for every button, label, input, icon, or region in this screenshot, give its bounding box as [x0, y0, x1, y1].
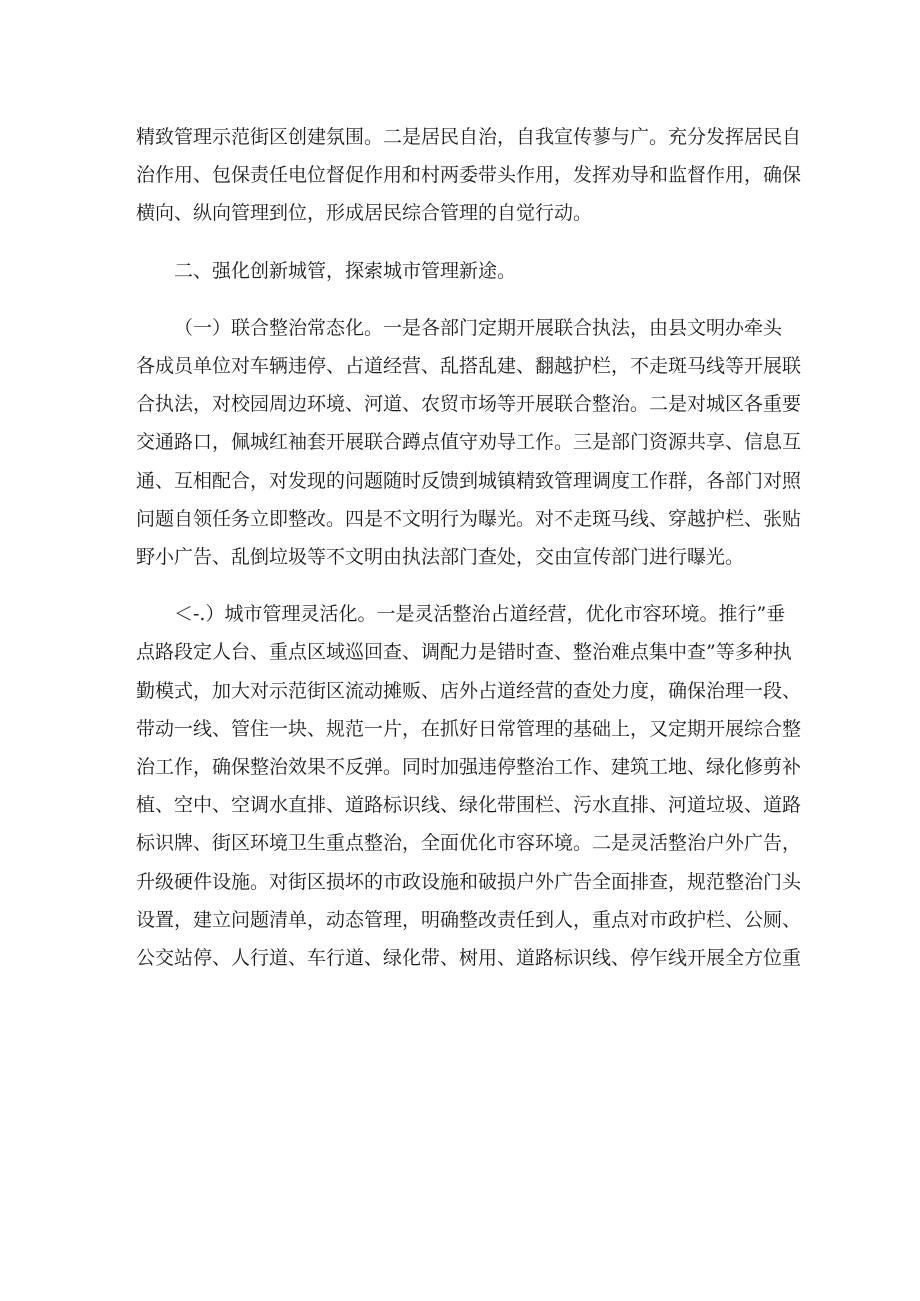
- text-line: 带动一线、管住一块、规范一片，在抓好日常管理的基础上，又定期开展综合整: [136, 717, 802, 740]
- text-line: 治工作，确保整治效果不反弹。同时加强违停整治工作、建筑工地、绿化修剪补: [136, 756, 802, 779]
- text-line: 精致管理示范街区创建氛围。二是居民自治，自我宣传蓼与广。充分发挥居民自: [136, 126, 802, 148]
- document-body: [136, 118, 802, 977]
- text-line: （一）联合整治常态化。一是各部门定期开展联合执法，由县文明办牵头: [174, 316, 783, 339]
- section-heading: 二、强化创新城管，探索城市管理新途。: [174, 259, 517, 282]
- text-line: 公交站停、人行道、车行道、绿化带、树用、道路标识线、停乍线开展全方位重: [136, 947, 802, 970]
- text-line: 升级硬件设施。对街区损坏的市政设施和破损户外广告全面排查，规范整治门头: [136, 870, 802, 893]
- text-line: 野小广告、乱倒垃圾等不文明由执法部门查处，交由宣传部门进行曝光。: [136, 546, 745, 569]
- paragraph-4: [136, 595, 802, 977]
- text-line: 治作用、包保责任电位督促作用和村两委带头作用，发挥劝导和监督作用，确保: [136, 164, 802, 187]
- paragraph-1: [136, 118, 802, 233]
- text-line: 各成员单位对车辆违停、占道经营、乱搭乱建、翻越护栏，不走斑马线等开展联: [136, 355, 802, 378]
- text-line: 点路段定人台、重点区域巡回查、调配力是错时查、整治难点集中查”等多种执: [136, 641, 792, 664]
- text-line: 植、空中、空调水直排、道路标识线、绿化带围栏、污水直排、河道垃圾、道路: [136, 794, 802, 817]
- text-line: 交通路口，佩城红袖套开展联合蹲点值守劝导工作。三是部门资源共享、信息互: [136, 431, 802, 454]
- text-line: 通、互相配合，对发现的问题随时反馈到城镇精致管理调度工作群，各部门对照: [136, 469, 802, 492]
- text-line: 合执法，对校园周边环境、河道、农贸市场等开展联合整治。二是对城区各重要: [136, 393, 802, 416]
- text-line: 问题自领任务立即整改。四是不文明行为曝光。对不走斑马线、穿越护栏、张贴: [136, 507, 802, 530]
- text-line: 横向、纵向管理到位，形成居民综合管理的自觉行动。: [136, 202, 593, 225]
- paragraph-3: [136, 309, 802, 576]
- text-line: 标识牌、街区环境卫生重点整治，全面优化市容环境。二是灵活整治户外广告，: [136, 832, 802, 855]
- text-line: ＜-.）城市管理灵活化。一是灵活整治占道经营，优化市容环境。推行”垂: [174, 603, 786, 626]
- text-line: 设置，建立问题清单，动态管理，明确整改责任到人，重点对市政护栏、公厕、: [136, 908, 802, 931]
- text-line: 勤模式，加大对示范街区流动摊贩、店外占道经营的查处力度，确保治理一段、: [136, 679, 802, 702]
- paragraph-2-heading: [136, 252, 796, 290]
